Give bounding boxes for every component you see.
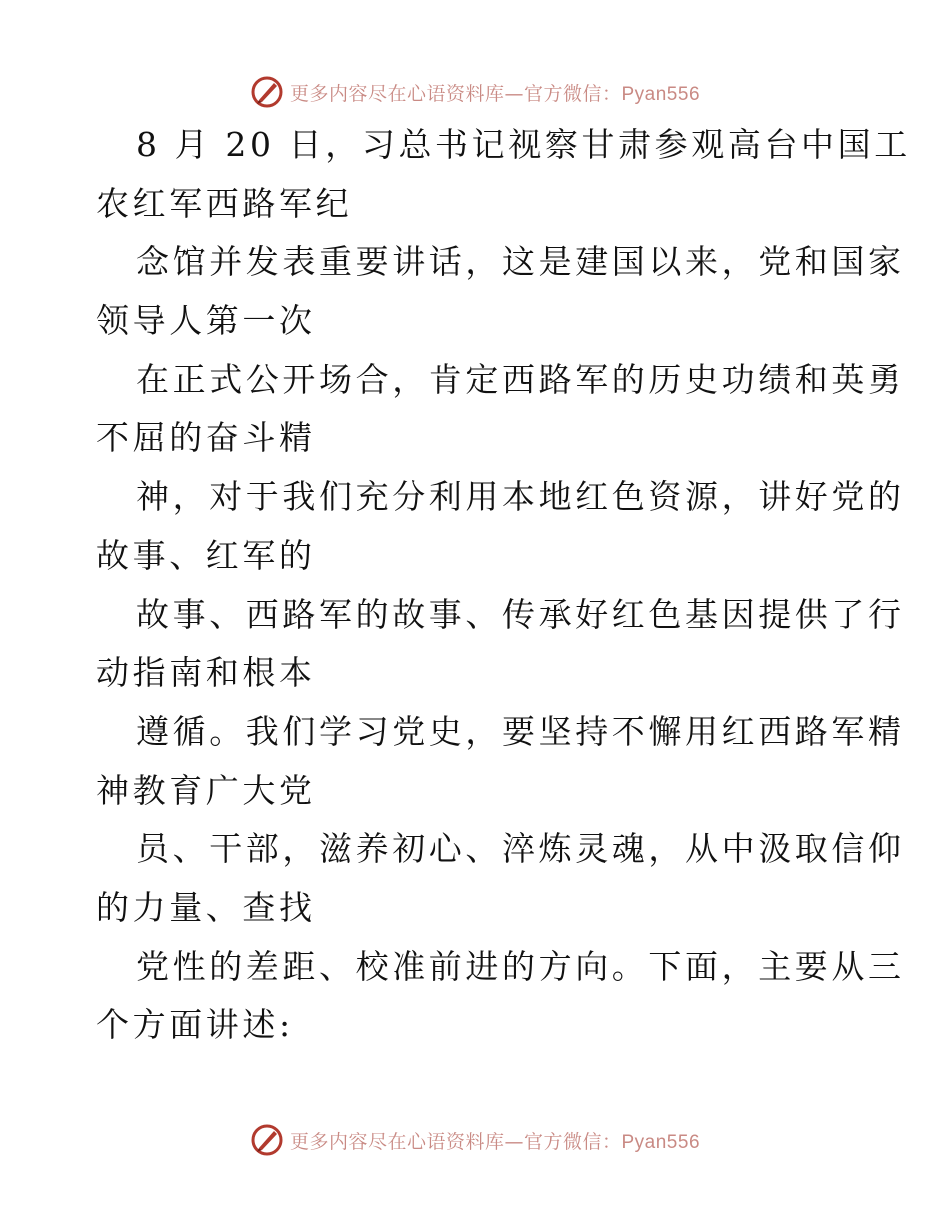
text-line: 故事、西路军的故事、传承好红色基因提供了行 [136, 594, 905, 634]
pen-seal-icon [250, 1123, 284, 1157]
watermark-text: 更多内容尽在心语资料库—官方微信：Pyan556 [289, 1130, 701, 1153]
watermark-wechat-id: Pyan556 [621, 1131, 701, 1153]
text-line: 员、干部，滋养初心、淬炼灵魂，从中汲取信仰 [136, 829, 905, 869]
text-line: 8 月 20 日，习总书记视察甘肃参观高台中国工 [136, 125, 911, 164]
text-line: 在正式公开场合，肯定西路军的历史功绩和英勇 [136, 359, 905, 399]
text-line: 神，对于我们充分利用本地红色资源，讲好党的 [136, 477, 905, 517]
watermark-text: 更多内容尽在心语资料库—官方微信：Pyan556 [289, 82, 701, 105]
footer-watermark [0, 1120, 950, 1160]
text-line: 个方面讲述: [96, 1005, 294, 1045]
header-watermark [0, 72, 950, 112]
text-line: 遵循。我们学习党史，要坚持不懈用红西路军精 [136, 711, 905, 751]
pen-seal-icon [250, 75, 284, 109]
text-line: 神教育广大党 [96, 770, 316, 810]
document-body [96, 116, 911, 1055]
text-line: 故事、红军的 [96, 535, 316, 575]
text-line: 领导人第一次 [96, 301, 316, 341]
text-line: 动指南和根本 [96, 653, 316, 693]
text-line: 的力量、查找 [96, 887, 316, 927]
text-line: 农红军西路军纪 [96, 183, 353, 223]
text-line: 党性的差距、校准前进的方向。下面，主要从三 [136, 946, 905, 986]
text-line: 念馆并发表重要讲话，这是建国以来，党和国家 [136, 242, 905, 282]
watermark-wechat-id: Pyan556 [621, 83, 701, 105]
text-line: 不屈的奋斗精 [96, 418, 316, 458]
